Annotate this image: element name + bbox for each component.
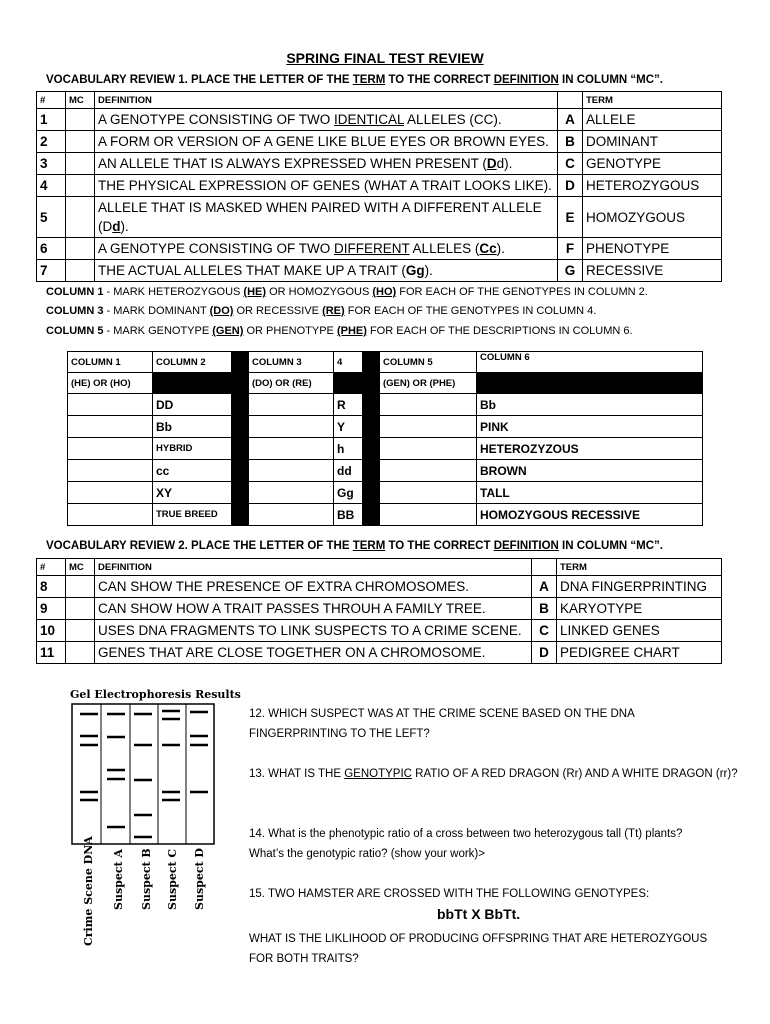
answer-cell[interactable]	[249, 438, 334, 460]
question-15-prompt: WHAT IS THE LIKLIHOOD OF PRODUCING OFFSPRING THAT ARE HETEROZYGOUS FOR BOTH TRAITS?	[249, 933, 708, 965]
definition-cell: A GENOTYPE CONSISTING OF TWO IDENTICAL ALLELES (CC).	[95, 109, 558, 131]
mc-answer-cell[interactable]	[66, 642, 95, 664]
mc-answer-cell[interactable]	[66, 238, 95, 260]
table-row: TRUE BREED BB HOMOZYGOUS RECESSIVE	[68, 504, 703, 526]
question-14: 14. What is the phenotypic ratio of a cross between two heterozygous tall (Tt) plants? What’s the genotypic ratio? (show your work)>	[249, 828, 683, 860]
vocab2-table: # MC DEFINITION TERM 8 CAN SHOW THE PRESENCE OF EXTRA CHROMOSOMES. A DNA FINGERPRINTING 9 CAN SHOW HOW A TRAIT PASSES THROUH A FAMILY TREE. B KARYOTYPE 10 USES DNA FRAGMENTS TO LINK SUSPECTS TO A CRIME SCENE. C LINKED GENES 11 GENES THAT ARE CLOSE TOGETHER ON A CHROMOSOME. D PEDIGREE CHART	[36, 558, 722, 664]
answer-cell[interactable]	[380, 438, 477, 460]
table-row: 11 GENES THAT ARE CLOSE TOGETHER ON A CHROMOSOME. D PEDIGREE CHART	[37, 642, 722, 664]
vocab2-instruction: VOCABULARY REVIEW 2. PLACE THE LETTER OF THE TERM TO THE CORRECT DEFINITION IN COLUMN “MC”.	[46, 540, 663, 552]
gel-title: Gel Electrophoresis Results	[70, 688, 241, 701]
answer-cell[interactable]	[249, 416, 334, 438]
question-15-cross: bbTt X BbTt.	[437, 906, 521, 922]
question-13: 13. WHAT IS THE GENOTYPIC RATIO OF A RED DRAGON (Rr) AND A WHITE DRAGON (rr)?	[249, 768, 738, 780]
question-15: 15. TWO HAMSTER ARE CROSSED WITH THE FOLLOWING GENOTYPES:	[249, 888, 650, 900]
answer-cell[interactable]	[68, 394, 153, 416]
lane-label-suspect-d: Suspect D	[193, 848, 206, 910]
mc-answer-cell[interactable]	[66, 598, 95, 620]
table-row: 3 AN ALLELE THAT IS ALWAYS EXPRESSED WHEN PRESENT (Dd). C GENOTYPE	[37, 153, 722, 175]
table-row: 2 A FORM OR VERSION OF A GENE LIKE BLUE EYES OR BROWN EYES. B DOMINANT	[37, 131, 722, 153]
answer-cell[interactable]	[249, 504, 334, 526]
question-12: 12. WHICH SUSPECT WAS AT THE CRIME SCENE BASED ON THE DNA FINGERPRINTING TO THE LEFT?	[249, 708, 635, 740]
table-row: 9 CAN SHOW HOW A TRAIT PASSES THROUH A FAMILY TREE. B KARYOTYPE	[37, 598, 722, 620]
answer-cell[interactable]	[380, 394, 477, 416]
vocab1-table: # MC DEFINITION TERM 1 A GENOTYPE CONSISTING OF TWO IDENTICAL ALLELES (CC). A ALLELE 2 A FORM OR VERSION OF A GENE LIKE BLUE EYES OR BROWN EYES. B DOMINANT 3 AN ALLELE THAT IS ALWAYS EXPRESSED WHEN PRESENT (Dd). C GENOTYPE 4 THE PHYSICAL EXPRESSION OF GENES (WHAT A TRAIT LOOKS LIKE). D HETEROZYGOUS 5 ALLELE THAT IS MASKED WHEN PAIRED WITH A DIFFERENT ALLELE (Dd). E HOMOZYGOUS 6 A GENOTYPE CONSISTING OF TWO DIFFERENT ALLELES (Cc). F PHENOTYPE 7 THE ACTUAL ALLELES THAT MAKE UP A TRAIT (Gg). G RECESSIVE	[36, 91, 722, 282]
mc-answer-cell[interactable]	[66, 620, 95, 642]
table-row: 10 USES DNA FRAGMENTS TO LINK SUSPECTS TO A CRIME SCENE. C LINKED GENES	[37, 620, 722, 642]
answer-cell[interactable]	[68, 438, 153, 460]
table-row: DD R Bb	[68, 394, 703, 416]
table-row: 1 A GENOTYPE CONSISTING OF TWO IDENTICAL ALLELES (CC). A ALLELE	[37, 109, 722, 131]
answer-cell[interactable]	[380, 482, 477, 504]
mc-answer-cell[interactable]	[66, 109, 95, 131]
column-note-5: COLUMN 5 - MARK GENOTYPE (GEN) OR PHENOTYPE (PHE) FOR EACH OF THE DESCRIPTIONS IN COLUMN 6.	[46, 325, 633, 337]
lane-label-suspect-c: Suspect C	[166, 848, 179, 910]
vocab1-instruction: VOCABULARY REVIEW 1. PLACE THE LETTER OF THE TERM TO THE CORRECT DEFINITION IN COLUMN “MC”.	[46, 74, 663, 86]
answer-cell[interactable]	[249, 394, 334, 416]
answer-cell[interactable]	[380, 504, 477, 526]
answer-cell[interactable]	[68, 460, 153, 482]
gel-border	[72, 704, 214, 844]
answer-cell[interactable]	[68, 504, 153, 526]
gel-figure	[70, 700, 220, 850]
mc-answer-cell[interactable]	[66, 153, 95, 175]
table-row: HYBRID h HETEROZYZOUS	[68, 438, 703, 460]
genotype-grid: COLUMN 1 COLUMN 2 COLUMN 3 4 COLUMN 5 COLUMN 6 (HE) OR (HO) (DO) OR (RE) (GEN) OR (PHE) DD R Bb Bb Y PINK HYBRID h HETEROZYZOUS cc dd BROWN XY Gg TALL TRUE BREED BB HOMOZYGOUS RECESSIVE	[67, 351, 703, 526]
answer-cell[interactable]	[249, 482, 334, 504]
table-row: cc dd BROWN	[68, 460, 703, 482]
table-row: 7 THE ACTUAL ALLELES THAT MAKE UP A TRAIT (Gg). G RECESSIVE	[37, 260, 722, 282]
lane-label-suspect-a: Suspect A	[112, 849, 125, 910]
table-row: 5 ALLELE THAT IS MASKED WHEN PAIRED WITH A DIFFERENT ALLELE (Dd). E HOMOZYGOUS	[37, 197, 722, 238]
table-row: Bb Y PINK	[68, 416, 703, 438]
column-note-1: COLUMN 1 - MARK HETEROZYGOUS (HE) OR HOMOZYGOUS (HO) FOR EACH OF THE GENOTYPES IN COLUMN 2.	[46, 286, 648, 298]
mc-answer-cell[interactable]	[66, 131, 95, 153]
table-row: 6 A GENOTYPE CONSISTING OF TWO DIFFERENT ALLELES (Cc). F PHENOTYPE	[37, 238, 722, 260]
column-note-3: COLUMN 3 - MARK DOMINANT (DO) OR RECESSIVE (RE) FOR EACH OF THE GENOTYPES IN COLUMN 4.	[46, 305, 597, 317]
page-title: SPRING FINAL TEST REVIEW	[286, 50, 484, 66]
answer-cell[interactable]	[380, 416, 477, 438]
mc-answer-cell[interactable]	[66, 197, 95, 238]
mc-answer-cell[interactable]	[66, 260, 95, 282]
lane-label-suspect-b: Suspect B	[140, 848, 153, 910]
answer-cell[interactable]	[380, 460, 477, 482]
answer-cell[interactable]	[68, 482, 153, 504]
table-row: 4 THE PHYSICAL EXPRESSION OF GENES (WHAT A TRAIT LOOKS LIKE). D HETEROZYGOUS	[37, 175, 722, 197]
mc-answer-cell[interactable]	[66, 576, 95, 598]
table-row: XY Gg TALL	[68, 482, 703, 504]
lane-label-crime-scene: Crime Scene DNA	[82, 836, 95, 946]
mc-answer-cell[interactable]	[66, 175, 95, 197]
table-row: 8 CAN SHOW THE PRESENCE OF EXTRA CHROMOSOMES. A DNA FINGERPRINTING	[37, 576, 722, 598]
answer-cell[interactable]	[68, 416, 153, 438]
answer-cell[interactable]	[249, 460, 334, 482]
